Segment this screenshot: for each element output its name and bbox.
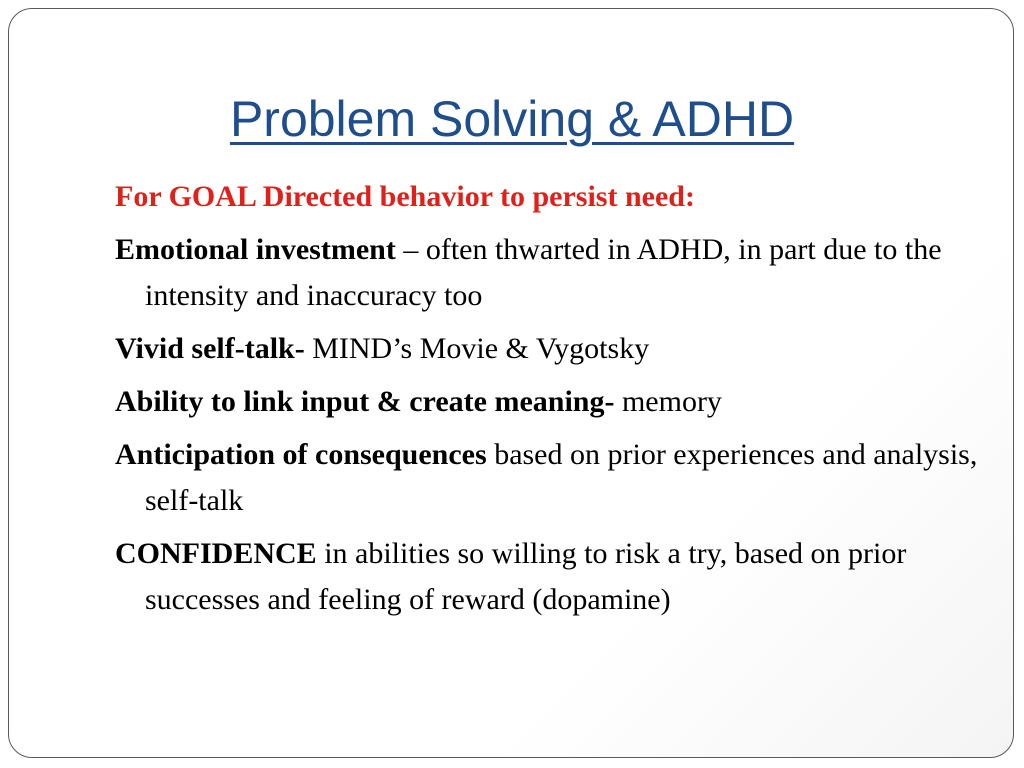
bullet-term: Ability to link input & create meaning- (115, 385, 615, 418)
bullet-item (115, 227, 985, 319)
bullet-item (115, 531, 985, 623)
bullet-term: Vivid self-talk- (115, 332, 305, 365)
slide-body (115, 174, 985, 630)
bullet-term: CONFIDENCE (115, 537, 317, 570)
slide (8, 8, 1014, 758)
bullet-item (115, 379, 985, 425)
bullet-item (115, 326, 985, 372)
bullet-item (115, 432, 985, 524)
bullet-term: Anticipation of consequences (115, 438, 487, 471)
slide-title-text: Problem Solving & ADHD (229, 91, 795, 147)
bullet-text: memory (614, 385, 722, 418)
intro-line: For GOAL Directed behavior to persist need: (115, 180, 695, 213)
bullet-text: – often thwarted in ADHD, in part due to the intensity and inaccuracy too (145, 233, 942, 312)
bullet-term: Emotional investment (115, 233, 396, 266)
slide-title (9, 89, 1014, 149)
bullet-text: based on prior experiences and analysis, self-talk (145, 438, 978, 517)
bullet-text: MIND’s Movie & Vygotsky (304, 332, 650, 365)
bullet-text: in abilities so willing to risk a try, based on prior successes and feeling of reward (dopamine) (145, 537, 907, 616)
